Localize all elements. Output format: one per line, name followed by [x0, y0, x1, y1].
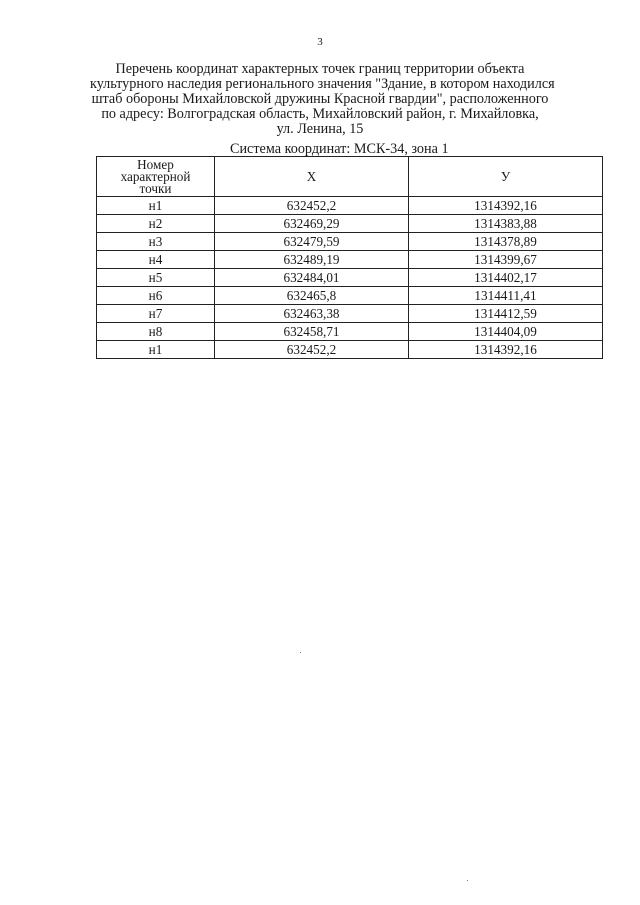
table-row — [97, 215, 603, 233]
heading-line: ул. Ленина, 15 — [276, 121, 364, 137]
x-cell: 632465,8 — [215, 287, 409, 305]
table-row — [97, 233, 603, 251]
y-cell: 1314392,16 — [409, 197, 603, 215]
point-cell: н7 — [97, 305, 215, 323]
y-cell: 1314404,09 — [409, 323, 603, 341]
heading-line: по адресу: Волгоградская область, Михайловский район, г. Михайловка, — [101, 106, 539, 122]
y-cell: 1314383,88 — [409, 215, 603, 233]
page-number: 3 — [317, 36, 323, 48]
heading-line: штаб обороны Михайловской дружины Красной гвардии", расположенного — [91, 91, 549, 107]
table-row — [97, 305, 603, 323]
heading-line: Перечень координат характерных точек границ территории объекта — [115, 61, 525, 77]
point-cell: н8 — [97, 323, 215, 341]
heading-line: культурного наследия регионального значения "Здание, в котором находился — [90, 76, 555, 92]
x-cell: 632458,71 — [215, 323, 409, 341]
header-point-line: точки — [139, 180, 172, 196]
y-cell: 1314412,59 — [409, 305, 603, 323]
point-cell: н6 — [97, 287, 215, 305]
header-x: X — [215, 157, 409, 197]
y-cell: 1314378,89 — [409, 233, 603, 251]
table-row — [97, 341, 603, 359]
point-cell: н3 — [97, 233, 215, 251]
point-cell: н4 — [97, 251, 215, 269]
x-cell: 632463,38 — [215, 305, 409, 323]
table-row — [97, 287, 603, 305]
point-cell: н1 — [97, 197, 215, 215]
x-cell: 632469,29 — [215, 215, 409, 233]
x-cell: 632489,19 — [215, 251, 409, 269]
point-cell: н2 — [97, 215, 215, 233]
y-cell: 1314392,16 — [409, 341, 603, 359]
table-row — [97, 269, 603, 287]
y-cell: 1314399,67 — [409, 251, 603, 269]
x-cell: 632452,2 — [215, 341, 409, 359]
coordinates-table — [96, 156, 603, 359]
y-cell: 1314411,41 — [409, 287, 603, 305]
coordinate-system-caption: Система координат: МСК-34, зона 1 — [230, 141, 449, 157]
header-point-line: Номер — [137, 156, 174, 172]
x-cell: 632479,59 — [215, 233, 409, 251]
document-heading — [90, 61, 555, 137]
header-y: У — [409, 157, 603, 197]
x-cell: 632484,01 — [215, 269, 409, 287]
table-row — [97, 323, 603, 341]
header-point-line: характерной — [120, 168, 191, 184]
header-point-number — [97, 157, 215, 197]
table-row — [97, 251, 603, 269]
point-cell: н5 — [97, 269, 215, 287]
table-header-row — [97, 157, 603, 197]
y-cell: 1314402,17 — [409, 269, 603, 287]
table-body — [97, 197, 603, 359]
point-cell: н1 — [97, 341, 215, 359]
table-row — [97, 197, 603, 215]
scan-speck — [300, 652, 301, 653]
x-cell: 632452,2 — [215, 197, 409, 215]
scan-speck — [467, 880, 468, 881]
